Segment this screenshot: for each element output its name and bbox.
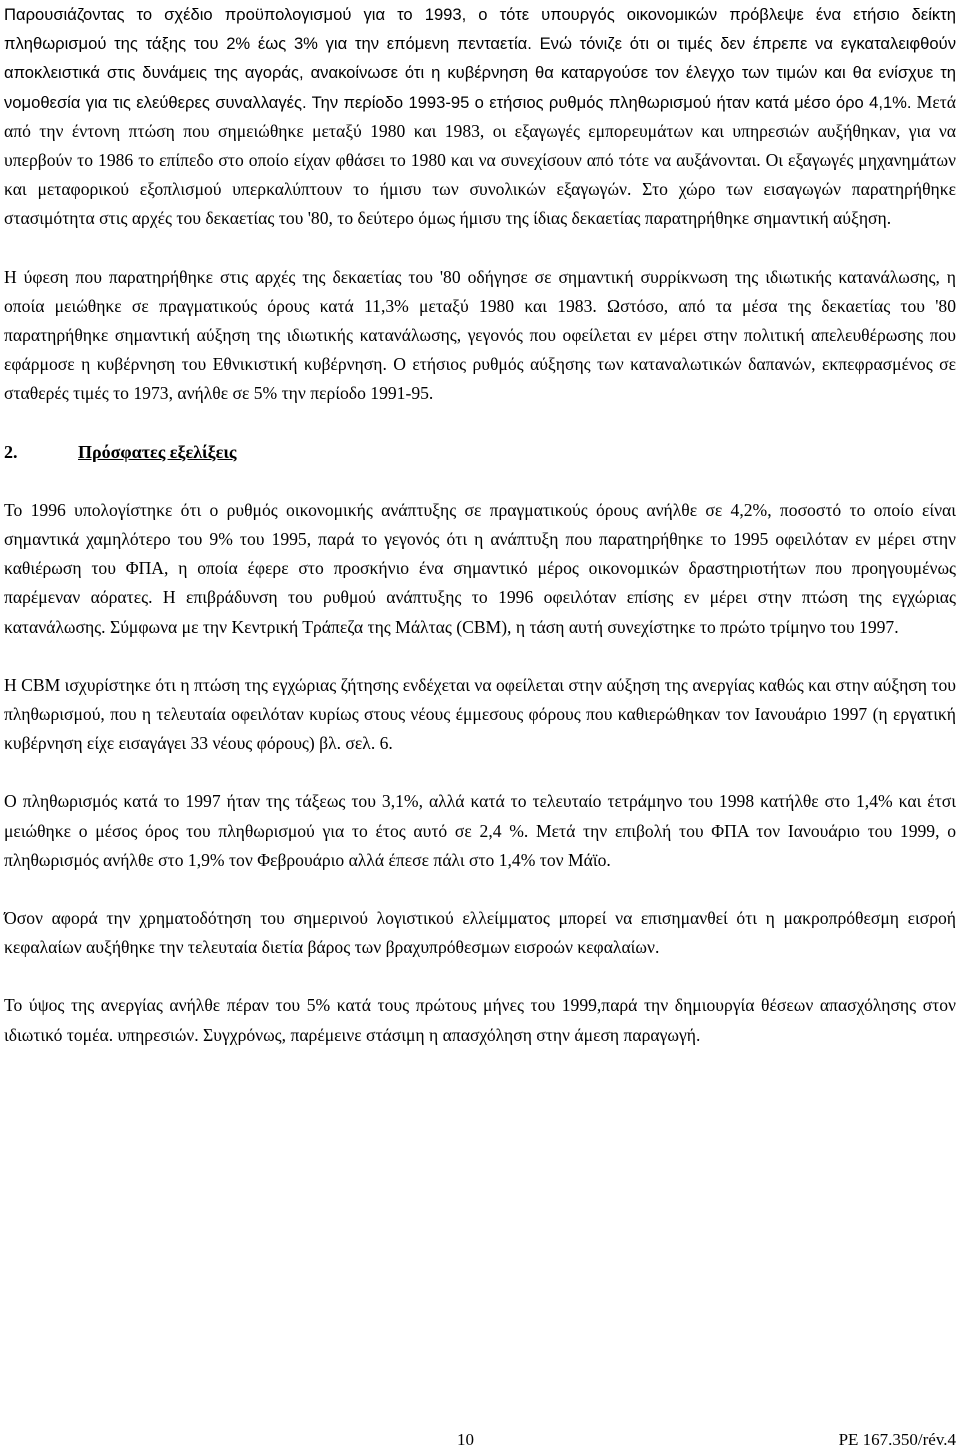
paragraph-private-consumption: Η ύφεση που παρατηρήθηκε στις αρχές της δεκαετίας του '80 οδήγησε σε σημαντική συρρίκνωση της ιδιωτικής κατανάλωσης, η οποία μειώθηκε σε πραγματικούς όρους κατά 11,3% μεταξύ 1980 και 1983. Ωστόσο, από τα μέσα της δεκαετίας του '80 παρατηρήθηκε σημαντική αύξηση της ιδιωτικής κατανάλωσης, γεγονός που οφείλεται εν μέρει στην πολιτική απελευθέρωσης που εφάρμοσε η κυβέρνηση του Εθνικιστική κυβέρνηση. Ο ετήσιος ρυθμός αύξησης των καταναλωτικών δαπανών, εκπεφρασμένος σε σταθερές τιμές το 1973, ανήλθε σε 5% την περίοδο 1991-95. bbox=[4, 266, 956, 404]
document-page bbox=[4, 0, 956, 1050]
paragraph-exports-text: Μετά από την έντονη πτώση που σημειώθηκε μεταξύ 1980 και 1983, οι εξαγωγές εμπορευμάτων και υπηρεσιών αυξήθηκαν, για να υπερβούν το 1986 το επίπεδο στο οποίο είχαν φθάσει το 1980 και να συνεχίσουν από τότε να αυξάνονται. Οι εξαγωγές μηχανημάτων και μεταφορικού εξοπλισμού υπερκαλύπτουν το ήμισυ των συνολικών εξαγωγών. Στο χώρο των εισαγωγών παρατηρήθηκε στασιμότητα στις αρχές του δεκαετίας του '80, το δεύτερο όμως ήμισυ της ίδιας δεκαετίας παρατηρήθηκε σημαντική αύξηση. bbox=[4, 91, 956, 229]
paragraph-exports bbox=[4, 0, 956, 234]
section-heading bbox=[4, 438, 956, 467]
page-footer bbox=[0, 1426, 960, 1454]
paragraph-deficit-financing: Όσον αφορά την χρηματοδότηση του σημερινού λογιστικού ελλείμματος μπορεί να επισημανθεί ότι η μακροπρόθεσμη εισροή κεφαλαίων αυξήθηκε την τελευταία διετία βάρος των βραχυπρόθεσμων εισροών κεφαλαίων. bbox=[4, 908, 956, 958]
paragraph-unemployment: Το ύψος της ανεργίας ανήλθε πέραν του 5% κατά τους πρώτους μήνες του 1999,παρά την δημιουργία θέσεων απασχόλησης στον ιδιωτικό τομέα. υπηρεσιών. Συγχρόνως, παρέμεινε στάσιμη η απασχόληση στην άμεση παραγωγή. bbox=[4, 995, 956, 1045]
paragraph-inflation-1997: Ο πληθωρισμός κατά το 1997 ήταν της τάξεως του 3,1%, αλλά κατά το τελευταίο τετράμηνο του 1998 κατήλθε στο 1,4% και έτσι μειώθηκε ο μέσος όρος του πληθωρισμού για το έτος αυτό σε 2,4 %. Μετά την επιβολή του ΦΠΑ τον Ιανουάριο του 1999, ο πληθωρισμός ανήλθε στο 1,9% τον Φεβρουάριο αλλά έπεσε πάλι στο 1,4% τον Μάϊο. bbox=[4, 791, 956, 870]
paragraph-growth-1996: Το 1996 υπολογίστηκε ότι ο ρυθμός οικονομικής ανάπτυξης σε πραγματικούς όρους ανήλθε σε 4,2%, ποσοστό το οποίο είναι σημαντικά χαμηλότερο του 9% του 1995, παρά το γεγονός ότι η ανάπτυξη που παρατηρήθηκε το 1995 οφειλόταν εν μέρει στην καθιέρωση του ΦΠΑ, η οποία έφερε στο προσκήνιο ένα σημαντικό μέρος οικονομικών δραστηριοτήτων που προηγουμένως παρέμεναν αόρατες. Η επιβράδυνση του ρυθμού ανάπτυξης το 1996 οφειλόταν επίσης εν μέρει στην πτώση της εγχώριας κατανάλωσης. Σύμφωνα με την Κεντρική Τράπεζα της Μάλτας (CBM), η τάση αυτή συνεχίστηκε το πρώτο τρίμηνο του 1997. bbox=[4, 499, 956, 637]
document-reference: PE 167.350/rév.4 bbox=[838, 1430, 956, 1449]
paragraph-cbm-demand: Η CBM ισχυρίστηκε ότι η πτώση της εγχώριας ζήτησης ενδέχεται να οφείλεται στην αύξηση της ανεργίας καθώς και στην αύξηση του πληθωρισμού, που η τελευταία οφειλόταν κυρίως στους νέους έμμεσους φόρους που καθιερώθηκαν τον Ιανουάριο 1997 (η εργατική κυβέρνηση είχε εισαγάγει 33 νέους φόρους) βλ. σελ. 6. bbox=[4, 674, 956, 754]
paragraph-inflation-forecast-text: Παρουσιάζοντας το σχέδιο προϋπολογισμού για το 1993, ο τότε υπουργός οικονομικών πρόβλεψε ένα ετήσιο δείκτη πληθωρισμού της τάξης του 2% έως 3% για την επόμενη πενταετία. Ενώ τόνιζε ότι οι τιμές δεν έπρεπε να εγκαταλειφθούν αποκλειστικά στις δυνάμεις της αγοράς, ανακοίνωσε ότι η κυβέρνηση θα καταργούσε τον έλεγχο των τιμών και θα ενίσχυε τη νομοθεσία για τις ελεύθερες συναλλαγές. Την περίοδο 1993-95 ο ετήσιος ρυθμός πληθωρισμού ήταν κατά μέσο όρο 4,1%. bbox=[4, 5, 956, 112]
section-title: Πρόσφατες εξελίξεις bbox=[78, 441, 237, 462]
page-number: 10 bbox=[457, 1430, 474, 1449]
section-number: 2. bbox=[4, 441, 18, 462]
